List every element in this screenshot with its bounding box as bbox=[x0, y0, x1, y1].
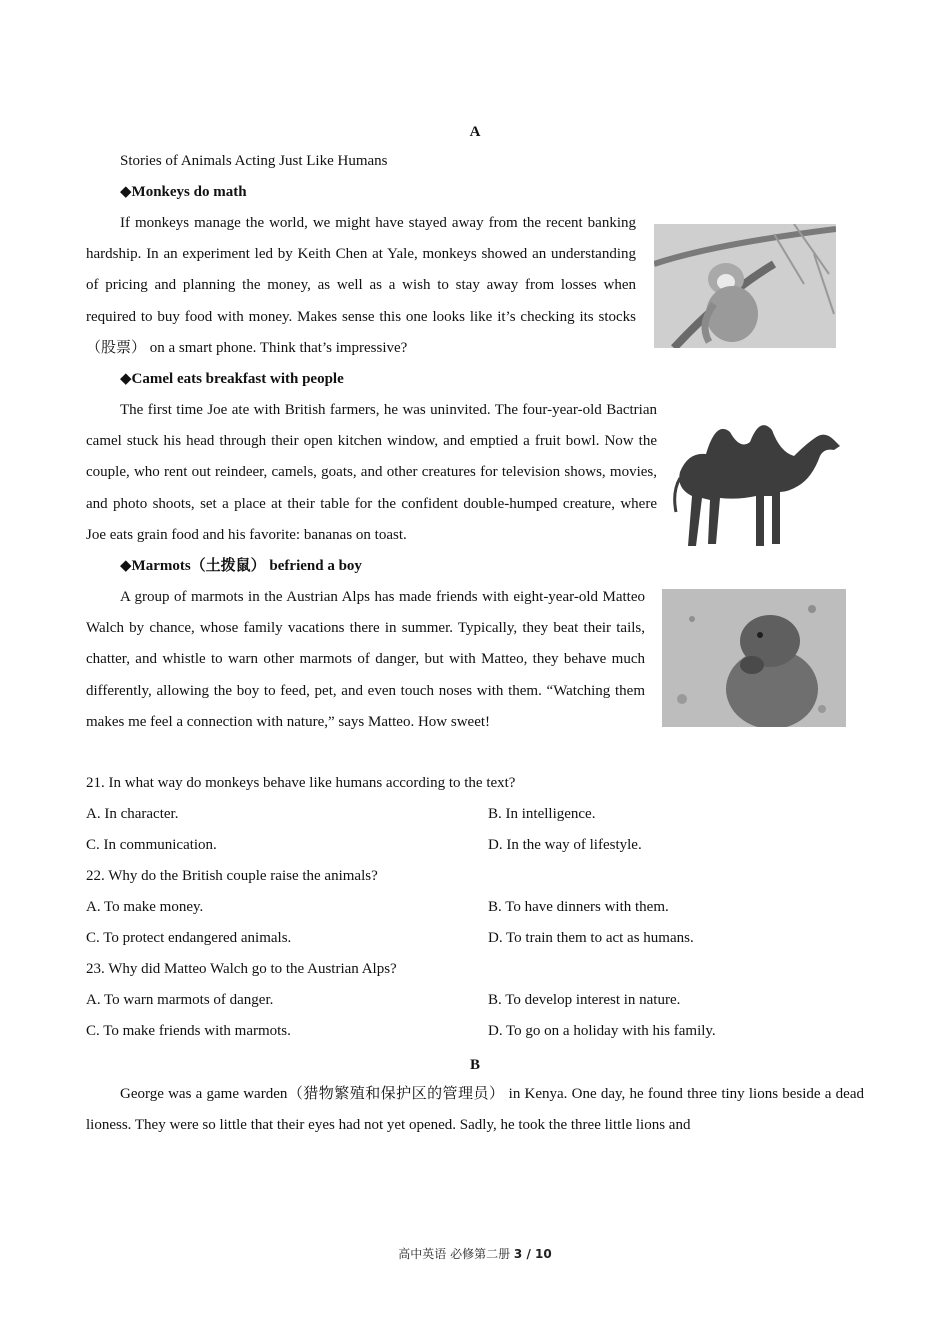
question-22-option-c[interactable]: C. To protect endangered animals. bbox=[86, 930, 292, 946]
question-23-option-a[interactable]: A. To warn marmots of danger. bbox=[86, 992, 274, 1008]
question-22-option-b[interactable]: B. To have dinners with them. bbox=[488, 899, 669, 915]
page-footer bbox=[0, 1245, 950, 1262]
question-23-option-b[interactable]: B. To develop interest in nature. bbox=[488, 992, 681, 1008]
section-a-title: Stories of Animals Acting Just Like Humans bbox=[120, 153, 388, 169]
camel-illustration bbox=[668, 412, 844, 550]
question-21-option-b[interactable]: B. In intelligence. bbox=[488, 806, 596, 822]
question-23-option-c[interactable]: C. To make friends with marmots. bbox=[86, 1023, 291, 1039]
monkeys-heading: ◆Monkeys do math bbox=[120, 184, 247, 200]
monkey-photo bbox=[654, 224, 836, 348]
section-b-paragraph: George was a game warden（猎物繁殖和保护区的管理员） in Kenya. One day, he found three tiny lions beside a dead lioness. They were so little that their eyes had not yet opened. Sadly, he took the three little lions and bbox=[86, 1086, 864, 1134]
section-a-letter: A bbox=[469, 124, 481, 140]
section-b-letter: B bbox=[469, 1057, 480, 1073]
marmots-heading: ◆Marmots（土拨鼠） befriend a boy bbox=[120, 558, 362, 574]
question-23-option-d[interactable]: D. To go on a holiday with his family. bbox=[488, 1023, 716, 1039]
footer-label: 高中英语 必修第二册 bbox=[398, 1247, 514, 1261]
question-22-option-d[interactable]: D. To train them to act as humans. bbox=[488, 930, 694, 946]
camel-photo bbox=[668, 412, 844, 550]
marmot-photo bbox=[662, 589, 846, 727]
question-21-option-c[interactable]: C. In communication. bbox=[86, 837, 217, 853]
question-21-option-a[interactable]: A. In character. bbox=[86, 806, 179, 822]
page-number: 3 / 10 bbox=[513, 1247, 552, 1261]
question-22-stem: 22. Why do the British couple raise the animals? bbox=[86, 868, 378, 884]
camel-paragraph: The first time Joe ate with British farmers, he was uninvited. The four-year-old Bactrian camel stuck his head through their open kitchen window, and emptied a fruit bowl. Now the couple, who rent out reindeer, camels, goats, and other creatures for television shows, movies, and photo shoots, set a place at their table for the confident double-humped creature, where Joe eats grain food and his favorite: bananas on toast. bbox=[86, 402, 657, 543]
camel-heading: ◆Camel eats breakfast with people bbox=[120, 371, 344, 387]
question-21-stem: 21. In what way do monkeys behave like humans according to the text? bbox=[86, 775, 516, 791]
marmot-illustration bbox=[662, 589, 846, 727]
question-22-option-a[interactable]: A. To make money. bbox=[86, 899, 204, 915]
monkeys-paragraph: If monkeys manage the world, we might have stayed away from the recent banking hardship. In an experiment led by Keith Chen at Yale, monkeys showed an understanding of pricing and planning the money, as well as a wish to stay away from losses when required to buy food with money. Makes sense this one looks like it’s checking its stocks（股票） on a smart phone. Think that’s impressive? bbox=[86, 215, 636, 356]
marmots-paragraph: A group of marmots in the Austrian Alps has made friends with eight-year-old Matteo Walch by chance, whose family vacations there in summer. Typically, they beat their tails, chatter, and whistle to warn other marmots of danger, but with Matteo, they behave much differently, allowing the boy to feed, pet, and even touch noses with them. “Watching them makes me feel a connection with nature,” says Matteo. How sweet! bbox=[86, 589, 645, 730]
monkey-illustration bbox=[654, 224, 836, 348]
question-23-stem: 23. Why did Matteo Walch go to the Austrian Alps? bbox=[86, 961, 397, 977]
question-21-option-d[interactable]: D. In the way of lifestyle. bbox=[488, 837, 642, 853]
